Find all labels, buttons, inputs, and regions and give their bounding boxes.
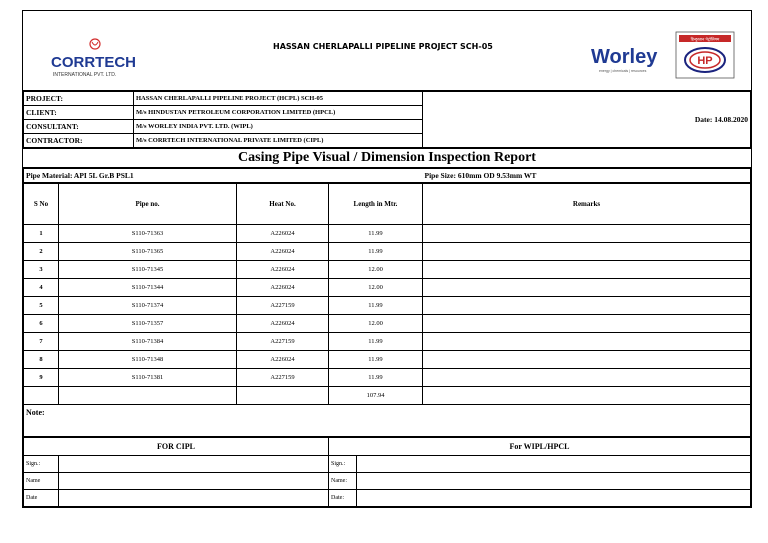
row-sno: 8 [24,351,59,369]
info-table [23,91,751,148]
col-header-sno: S No [24,184,59,225]
table-row [24,351,751,369]
wipl-name-label: Name: [329,473,357,490]
table-row [24,243,751,261]
title-table [23,148,751,168]
inspection-report-sheet [22,10,752,508]
consultant-label: CONSULTANT: [24,120,134,134]
row-length: 11.99 [329,243,423,261]
row-length: 11.99 [329,297,423,315]
row-length: 12.00 [329,279,423,297]
total-length: 107.94 [329,387,423,405]
svg-text:HP: HP [697,55,713,67]
material-table [23,168,751,183]
svg-text:CORRTECH: CORRTECH [51,54,136,71]
col-header-heat-no: Heat No. [237,184,329,225]
signoff-table [23,437,751,507]
row-length: 11.99 [329,369,423,387]
total-empty-cell [423,387,751,405]
report-title: Casing Pipe Visual / Dimension Inspection Report [23,149,751,168]
row-pipe-no: S110-71348 [59,351,237,369]
row-remarks [423,351,751,369]
client-label: CLIENT: [24,106,134,120]
note-label: Note: [24,405,751,437]
pipe-rows [24,225,751,387]
row-length: 12.00 [329,315,423,333]
row-sno: 9 [24,369,59,387]
svg-text:INTERNATIONAL PVT. LTD.: INTERNATIONAL PVT. LTD. [53,72,117,78]
table-row [24,261,751,279]
contractor-value: M/s CORRTECH INTERNATIONAL PRIVATE LIMITED (CIPL) [134,134,423,148]
row-pipe-no: S110-71345 [59,261,237,279]
row-length: 11.99 [329,225,423,243]
wipl-sign-field[interactable] [357,456,751,473]
wipl-name-field[interactable] [357,473,751,490]
row-heat-no: A227159 [237,333,329,351]
row-heat-no: A226024 [237,351,329,369]
row-sno: 2 [24,243,59,261]
row-pipe-no: S110-71365 [59,243,237,261]
row-pipe-no: S110-71344 [59,279,237,297]
row-pipe-no: S110-71374 [59,297,237,315]
row-pipe-no: S110-71381 [59,369,237,387]
project-label: PROJECT: [24,92,134,106]
row-heat-no: A227159 [237,369,329,387]
row-heat-no: A226024 [237,261,329,279]
col-header-pipe-no: Pipe no. [59,184,237,225]
pipe-material: Pipe Material: API 5L Gr.B PSL1 [24,169,423,183]
row-remarks [423,315,751,333]
table-row [24,297,751,315]
client-value: M/s HINDUSTAN PETROLEUM CORPORATION LIMITED (HPCL) [134,106,423,120]
svg-text:Worley: Worley [591,46,658,68]
project-value: HASSAN CHERLAPALLI PIPELINE PROJECT (HCPL) SCH-05 [134,92,423,106]
row-heat-no: A226024 [237,315,329,333]
cipl-sign-field[interactable] [59,456,329,473]
row-sno: 5 [24,297,59,315]
report-date: Date: 14.08.2020 [423,92,751,148]
svg-text:energy | chemicals | resources: energy | chemicals | resources [599,69,647,73]
cipl-signoff-title: FOR CIPL [24,438,329,456]
row-heat-no: A226024 [237,225,329,243]
cipl-date-label: Date [24,490,59,507]
total-empty-cell [237,387,329,405]
row-remarks [423,333,751,351]
row-sno: 6 [24,315,59,333]
table-row [24,315,751,333]
cipl-date-field[interactable] [59,490,329,507]
row-pipe-no: S110-71363 [59,225,237,243]
hp-logo [675,31,735,79]
col-header-length: Length in Mtr. [329,184,423,225]
total-empty-cell [59,387,237,405]
project-title: HASSAN CHERLAPALLI PIPELINE PROJECT SCH-05 [273,42,493,51]
row-remarks [423,261,751,279]
row-remarks [423,279,751,297]
row-sno: 1 [24,225,59,243]
row-sno: 7 [24,333,59,351]
row-pipe-no: S110-71384 [59,333,237,351]
row-sno: 3 [24,261,59,279]
wipl-date-label: Date: [329,490,357,507]
row-length: 12.00 [329,261,423,279]
row-remarks [423,297,751,315]
table-row [24,225,751,243]
table-row [24,333,751,351]
table-row [24,369,751,387]
row-remarks [423,243,751,261]
row-heat-no: A227159 [237,297,329,315]
svg-text:हिन्दुस्तान पेट्रोलियम: हिन्दुस्तान पेट्रोलियम [690,36,720,42]
wipl-date-field[interactable] [357,490,751,507]
consultant-value: M/s WORLEY INDIA PVT. LTD. (WIPL) [134,120,423,134]
corrtech-logo [43,36,153,81]
row-pipe-no: S110-71357 [59,315,237,333]
pipe-size: Pipe Size: 610mm OD 9.53mm WT [423,169,751,183]
cipl-name-field[interactable] [59,473,329,490]
pipe-table [23,183,751,437]
row-length: 11.99 [329,333,423,351]
row-sno: 4 [24,279,59,297]
total-empty-cell [24,387,59,405]
contractor-label: CONTRACTOR: [24,134,134,148]
row-heat-no: A226024 [237,279,329,297]
cipl-name-label: Name [24,473,59,490]
row-remarks [423,369,751,387]
row-heat-no: A226024 [237,243,329,261]
table-row [24,279,751,297]
wipl-sign-label: Sign.: [329,456,357,473]
wipl-signoff-title: For WIPL/HPCL [329,438,751,456]
row-length: 11.99 [329,351,423,369]
cipl-sign-label: Sign.: [24,456,59,473]
worley-logo [589,39,659,79]
report-header [23,11,751,91]
col-header-remarks: Remarks [423,184,751,225]
row-remarks [423,225,751,243]
